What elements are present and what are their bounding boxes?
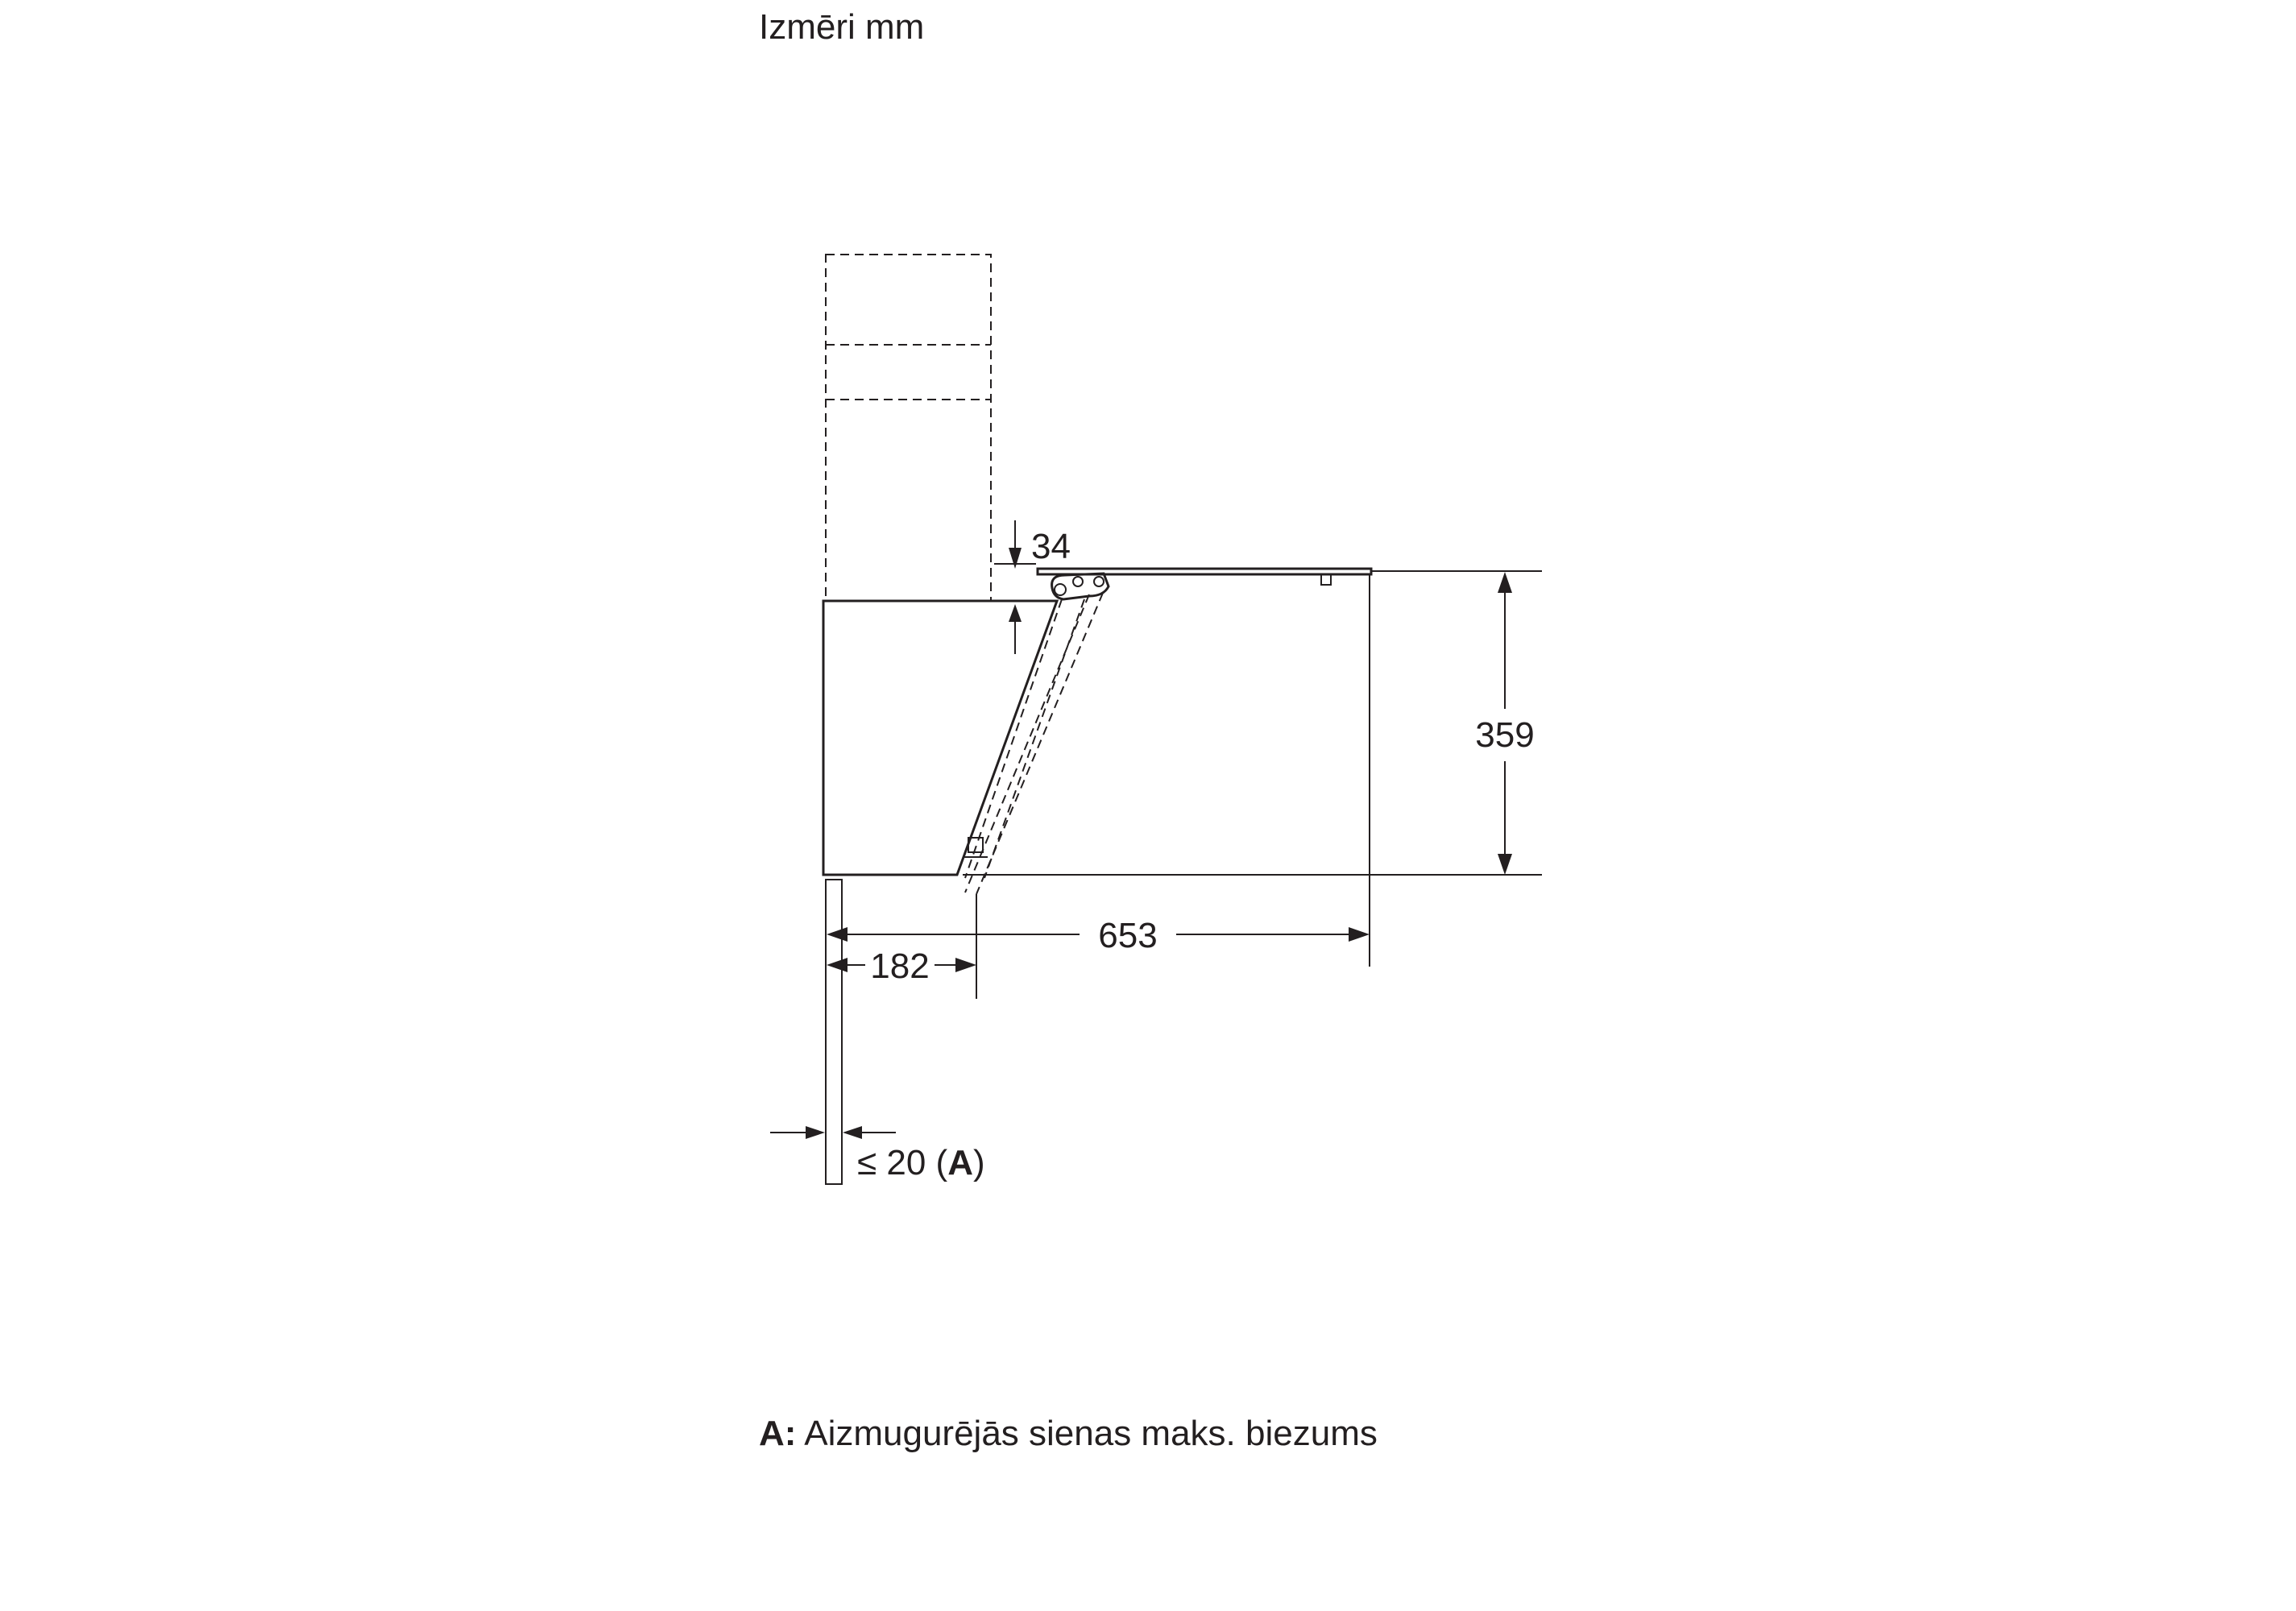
dimension-depth <box>827 946 976 986</box>
top-glass-panel <box>1038 569 1371 585</box>
hinge-mechanism <box>1052 574 1109 599</box>
legend-key: A: <box>759 1414 797 1453</box>
glass-panel-open-dashed <box>965 593 1103 894</box>
dimension-34-label: 34 <box>1031 527 1071 566</box>
dimension-offset <box>1009 520 1071 654</box>
dimension-653-label: 653 <box>1098 916 1158 955</box>
dimension-height <box>1475 572 1534 875</box>
dimension-wall-label: ≤ 20 (A) <box>857 1143 985 1182</box>
dimension-wall-thickness <box>770 1126 985 1182</box>
legend-text: Aizmugurējās sienas maks. biezums <box>796 1414 1378 1453</box>
dimension-359-label: 359 <box>1475 715 1535 755</box>
rear-wall <box>826 880 842 1184</box>
chimney-duct-dashed <box>826 255 991 601</box>
hood-body <box>823 601 1057 875</box>
dimension-182-label: 182 <box>870 946 930 986</box>
legend-note <box>759 1411 1378 1456</box>
page-title: Izmēri mm <box>759 7 925 47</box>
